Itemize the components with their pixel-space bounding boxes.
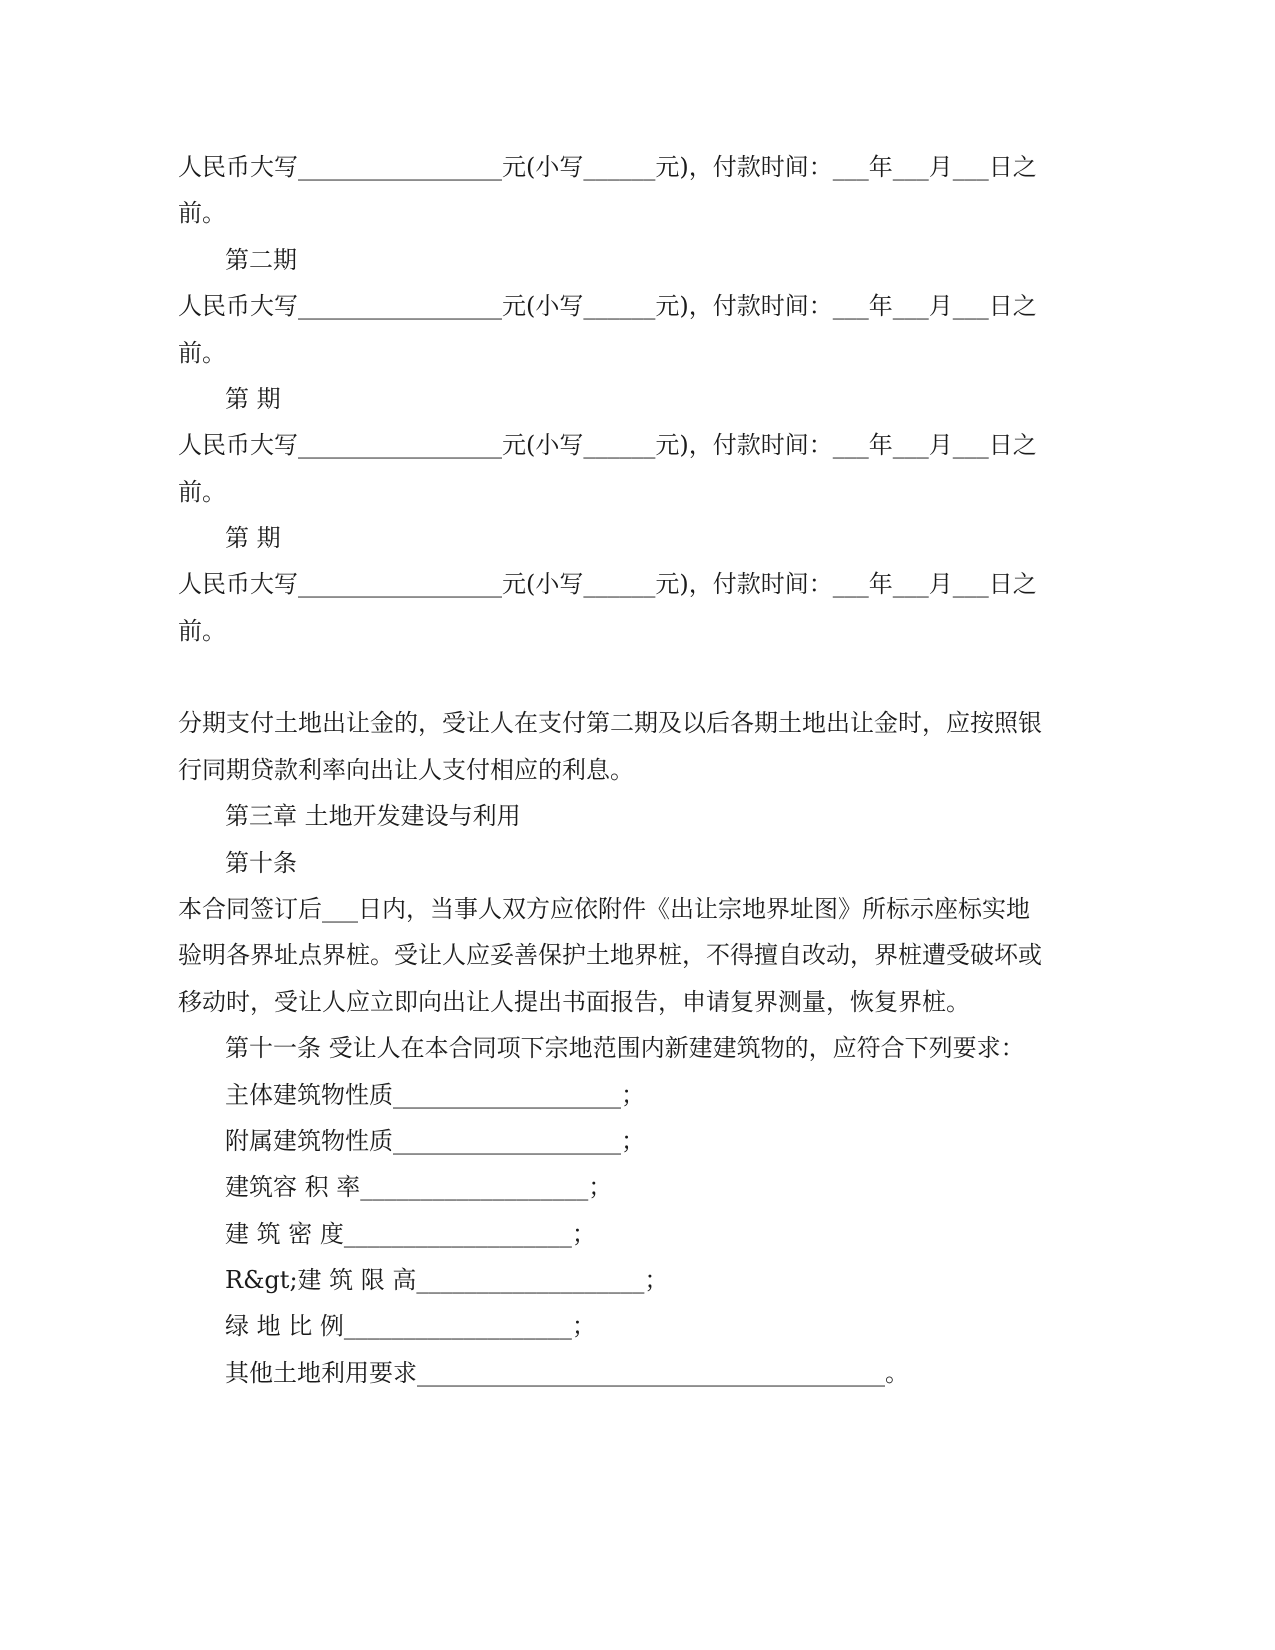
installment-paragraph-line-2: 行同期贷款利率向出让人支付相应的利息。	[178, 756, 634, 784]
payment-line-3-end: 前。	[178, 478, 226, 506]
article-10-line-1: 本合同签订后___日内，当事人双方应依附件《出让宗地界址图》所标示座标实地	[178, 895, 1030, 923]
building-density: 建 筑 密 度___________________；	[225, 1220, 596, 1248]
period-2-heading: 第二期	[225, 246, 297, 274]
building-height-limit: R&gt;建 筑 限 高___________________；	[225, 1266, 669, 1294]
chapter-3-heading: 第三章 土地开发建设与利用	[225, 802, 521, 830]
auxiliary-building-nature: 附属建筑物性质___________________；	[225, 1127, 645, 1155]
floor-area-ratio: 建筑容 积 率___________________；	[225, 1173, 613, 1201]
payment-line-1: 人民币大写_________________元(小写______元)，付款时间：___年___月___日之	[178, 153, 1037, 181]
article-10-line-2: 验明各界址点界桩。受让人应妥善保护土地界桩，不得擅自改动，界桩遭受破坏或	[178, 941, 1042, 969]
payment-line-1-end: 前。	[178, 199, 226, 227]
payment-line-3: 人民币大写_________________元(小写______元)，付款时间：___年___月___日之	[178, 431, 1037, 459]
period-4-heading: 第 期	[225, 524, 281, 552]
article-11-heading: 第十一条 受让人在本合同项下宗地范围内新建建筑物的，应符合下列要求：	[225, 1034, 1025, 1062]
document-page	[178, 0, 1078, 1650]
period-3-heading: 第 期	[225, 385, 281, 413]
main-building-nature: 主体建筑物性质___________________；	[225, 1081, 645, 1109]
other-land-use-requirements: 其他土地利用要求_______________________________________。	[225, 1359, 909, 1387]
payment-line-4: 人民币大写_________________元(小写______元)，付款时间：___年___月___日之	[178, 570, 1037, 598]
green-ratio: 绿 地 比 例___________________；	[225, 1312, 596, 1340]
installment-paragraph-line-1: 分期支付土地出让金的，受让人在支付第二期及以后各期土地出让金时，应按照银	[178, 709, 1042, 737]
article-10-line-3: 移动时，受让人应立即向出让人提出书面报告，申请复界测量，恢复界桩。	[178, 988, 970, 1016]
payment-line-2: 人民币大写_________________元(小写______元)，付款时间：___年___月___日之	[178, 292, 1037, 320]
payment-line-4-end: 前。	[178, 617, 226, 645]
article-10-heading: 第十条	[225, 849, 297, 877]
payment-line-2-end: 前。	[178, 339, 226, 367]
